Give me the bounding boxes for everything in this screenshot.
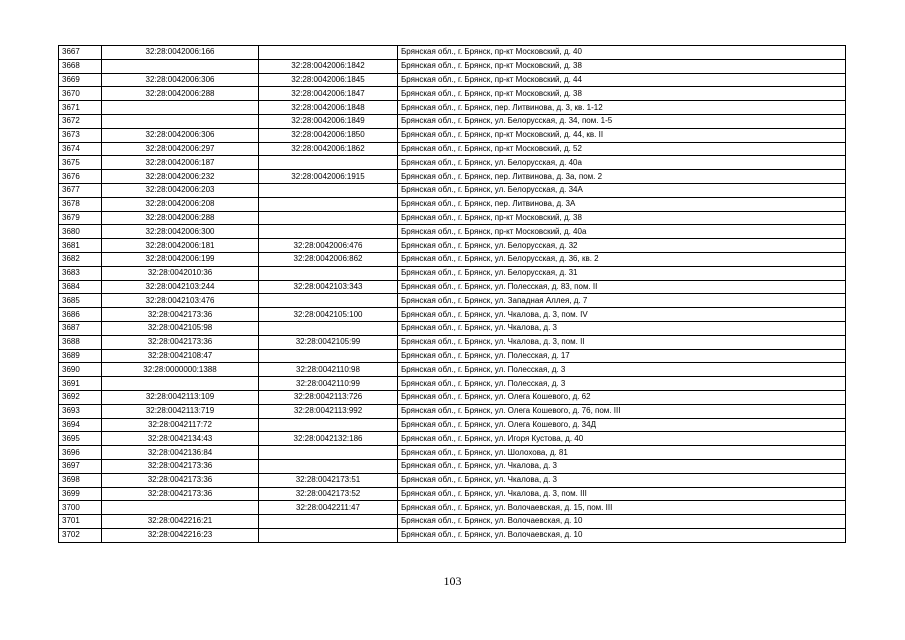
- table-row: [59, 432, 846, 446]
- cadastral-number-cell: 32:28:0042006:232: [102, 170, 259, 184]
- address-cell: Брянская обл., г. Брянск, пр-кт Московский, д. 40: [398, 46, 846, 60]
- object-cadastral-number-cell: 32:28:0042113:992: [259, 404, 398, 418]
- row-number-cell: 3690: [59, 363, 102, 377]
- table-row: [59, 390, 846, 404]
- address-cell: Брянская обл., г. Брянск, ул. Игоря Кустова, д. 40: [398, 432, 846, 446]
- cadastral-number-cell: 32:28:0042173:36: [102, 308, 259, 322]
- object-cadastral-number-cell: 32:28:0042132:186: [259, 432, 398, 446]
- address-cell: Брянская обл., г. Брянск, ул. Чкалова, д. 3, пом. II: [398, 335, 846, 349]
- row-number-cell: 3673: [59, 128, 102, 142]
- row-number-cell: 3681: [59, 239, 102, 253]
- object-cadastral-number-cell: 32:28:0042105:100: [259, 308, 398, 322]
- cadastral-number-cell: 32:28:0042006:300: [102, 225, 259, 239]
- row-number-cell: 3691: [59, 377, 102, 391]
- address-cell: Брянская обл., г. Брянск, ул. Белорусская, д. 31: [398, 266, 846, 280]
- row-number-cell: 3701: [59, 515, 102, 529]
- cadastral-number-cell: 32:28:0042216:23: [102, 528, 259, 542]
- cadastral-number-cell: 32:28:0042103:244: [102, 280, 259, 294]
- row-number-cell: 3670: [59, 87, 102, 101]
- object-cadastral-number-cell: 32:28:0042006:1849: [259, 114, 398, 128]
- object-cadastral-number-cell: [259, 515, 398, 529]
- object-cadastral-number-cell: 32:28:0042173:52: [259, 487, 398, 501]
- address-cell: Брянская обл., г. Брянск, ул. Чкалова, д. 3: [398, 473, 846, 487]
- address-cell: Брянская обл., г. Брянск, пр-кт Московский, д. 44: [398, 73, 846, 87]
- cadastral-number-cell: 32:28:0042006:297: [102, 142, 259, 156]
- table-row: [59, 101, 846, 115]
- address-cell: Брянская обл., г. Брянск, пер. Литвинова, д. 3а, пом. 2: [398, 170, 846, 184]
- table-row: [59, 473, 846, 487]
- address-cell: Брянская обл., г. Брянск, пр-кт Московский, д. 44, кв. II: [398, 128, 846, 142]
- object-cadastral-number-cell: 32:28:0042113:726: [259, 390, 398, 404]
- cadastral-number-cell: [102, 501, 259, 515]
- cadastral-number-cell: 32:28:0042006:187: [102, 156, 259, 170]
- object-cadastral-number-cell: [259, 46, 398, 60]
- cadastral-number-cell: 32:28:0042173:36: [102, 487, 259, 501]
- cadastral-number-cell: 32:28:0042006:306: [102, 128, 259, 142]
- object-cadastral-number-cell: 32:28:0042006:862: [259, 252, 398, 266]
- table-row: [59, 239, 846, 253]
- table-row: [59, 225, 846, 239]
- row-number-cell: 3680: [59, 225, 102, 239]
- table-row: [59, 404, 846, 418]
- property-registry-table: [58, 45, 846, 543]
- address-cell: Брянская обл., г. Брянск, ул. Шолохова, д. 81: [398, 446, 846, 460]
- table-row: [59, 59, 846, 73]
- row-number-cell: 3677: [59, 183, 102, 197]
- object-cadastral-number-cell: 32:28:0042006:476: [259, 239, 398, 253]
- table-row: [59, 46, 846, 60]
- address-cell: Брянская обл., г. Брянск, ул. Олега Кошевого, д. 62: [398, 390, 846, 404]
- address-cell: Брянская обл., г. Брянск, пр-кт Московский, д. 40а: [398, 225, 846, 239]
- table-row: [59, 128, 846, 142]
- cadastral-number-cell: 32:28:0042006:203: [102, 183, 259, 197]
- cadastral-number-cell: 32:28:0042113:719: [102, 404, 259, 418]
- row-number-cell: 3669: [59, 73, 102, 87]
- object-cadastral-number-cell: 32:28:0042006:1842: [259, 59, 398, 73]
- address-cell: Брянская обл., г. Брянск, ул. Белорусская, д. 32: [398, 239, 846, 253]
- row-number-cell: 3694: [59, 418, 102, 432]
- cadastral-number-cell: 32:28:0042117:72: [102, 418, 259, 432]
- address-cell: Брянская обл., г. Брянск, пр-кт Московский, д. 38: [398, 59, 846, 73]
- table-row: [59, 142, 846, 156]
- address-cell: Брянская обл., г. Брянск, ул. Чкалова, д. 3: [398, 321, 846, 335]
- address-cell: Брянская обл., г. Брянск, ул. Волочаевская, д. 10: [398, 515, 846, 529]
- row-number-cell: 3668: [59, 59, 102, 73]
- row-number-cell: 3692: [59, 390, 102, 404]
- cadastral-number-cell: 32:28:0042216:21: [102, 515, 259, 529]
- table-row: [59, 183, 846, 197]
- row-number-cell: 3667: [59, 46, 102, 60]
- row-number-cell: 3683: [59, 266, 102, 280]
- cadastral-number-cell: 32:28:0042006:208: [102, 197, 259, 211]
- object-cadastral-number-cell: 32:28:0042103:343: [259, 280, 398, 294]
- table-row: [59, 487, 846, 501]
- row-number-cell: 3695: [59, 432, 102, 446]
- object-cadastral-number-cell: 32:28:0042006:1915: [259, 170, 398, 184]
- cadastral-number-cell: 32:28:0042173:36: [102, 473, 259, 487]
- object-cadastral-number-cell: [259, 321, 398, 335]
- address-cell: Брянская обл., г. Брянск, пр-кт Московский, д. 52: [398, 142, 846, 156]
- cadastral-number-cell: [102, 101, 259, 115]
- object-cadastral-number-cell: [259, 156, 398, 170]
- object-cadastral-number-cell: [259, 294, 398, 308]
- address-cell: Брянская обл., г. Брянск, пер. Литвинова, д. 3, кв. 1-12: [398, 101, 846, 115]
- row-number-cell: 3689: [59, 349, 102, 363]
- table-row: [59, 280, 846, 294]
- address-cell: Брянская обл., г. Брянск, ул. Полесская, д. 17: [398, 349, 846, 363]
- object-cadastral-number-cell: [259, 183, 398, 197]
- table-row: [59, 266, 846, 280]
- object-cadastral-number-cell: 32:28:0042006:1845: [259, 73, 398, 87]
- object-cadastral-number-cell: [259, 349, 398, 363]
- table-row: [59, 114, 846, 128]
- table-row: [59, 515, 846, 529]
- address-cell: Брянская обл., г. Брянск, ул. Чкалова, д. 3, пом. III: [398, 487, 846, 501]
- address-cell: Брянская обл., г. Брянск, пр-кт Московский, д. 38: [398, 87, 846, 101]
- row-number-cell: 3697: [59, 459, 102, 473]
- object-cadastral-number-cell: [259, 266, 398, 280]
- object-cadastral-number-cell: [259, 418, 398, 432]
- address-cell: Брянская обл., г. Брянск, ул. Чкалова, д. 3, пом. IV: [398, 308, 846, 322]
- row-number-cell: 3693: [59, 404, 102, 418]
- address-cell: Брянская обл., г. Брянск, пер. Литвинова, д. 3А: [398, 197, 846, 211]
- row-number-cell: 3699: [59, 487, 102, 501]
- table-row: [59, 377, 846, 391]
- row-number-cell: 3678: [59, 197, 102, 211]
- address-cell: Брянская обл., г. Брянск, ул. Олега Кошевого, д. 76, пом. III: [398, 404, 846, 418]
- object-cadastral-number-cell: 32:28:0042006:1850: [259, 128, 398, 142]
- table-row: [59, 252, 846, 266]
- cadastral-number-cell: 32:28:0042006:199: [102, 252, 259, 266]
- address-cell: Брянская обл., г. Брянск, ул. Олега Кошевого, д. 34Д: [398, 418, 846, 432]
- object-cadastral-number-cell: [259, 459, 398, 473]
- page-number: 103: [443, 574, 462, 588]
- object-cadastral-number-cell: [259, 225, 398, 239]
- table-row: [59, 87, 846, 101]
- cadastral-number-cell: 32:28:0000000:1388: [102, 363, 259, 377]
- row-number-cell: 3687: [59, 321, 102, 335]
- row-number-cell: 3672: [59, 114, 102, 128]
- table-row: [59, 501, 846, 515]
- cadastral-number-cell: [102, 59, 259, 73]
- address-cell: Брянская обл., г. Брянск, ул. Полесская, д. 3: [398, 377, 846, 391]
- row-number-cell: 3702: [59, 528, 102, 542]
- object-cadastral-number-cell: 32:28:0042211:47: [259, 501, 398, 515]
- cadastral-number-cell: 32:28:0042173:36: [102, 335, 259, 349]
- address-cell: Брянская обл., г. Брянск, ул. Полесская, д. 3: [398, 363, 846, 377]
- address-cell: Брянская обл., г. Брянск, ул. Белорусская, д. 36, кв. 2: [398, 252, 846, 266]
- table-row: [59, 170, 846, 184]
- row-number-cell: 3700: [59, 501, 102, 515]
- row-number-cell: 3679: [59, 211, 102, 225]
- table-row: [59, 321, 846, 335]
- address-cell: Брянская обл., г. Брянск, ул. Белорусская, д. 34А: [398, 183, 846, 197]
- cadastral-number-cell: 32:28:0042108:47: [102, 349, 259, 363]
- cadastral-number-cell: 32:28:0042006:288: [102, 211, 259, 225]
- table-row: [59, 363, 846, 377]
- row-number-cell: 3676: [59, 170, 102, 184]
- table-row: [59, 156, 846, 170]
- object-cadastral-number-cell: 32:28:0042006:1847: [259, 87, 398, 101]
- table-row: [59, 294, 846, 308]
- row-number-cell: 3675: [59, 156, 102, 170]
- cadastral-number-cell: [102, 377, 259, 391]
- object-cadastral-number-cell: [259, 211, 398, 225]
- address-cell: Брянская обл., г. Брянск, ул. Полесская, д. 83, пом. II: [398, 280, 846, 294]
- table-row: [59, 211, 846, 225]
- object-cadastral-number-cell: [259, 446, 398, 460]
- address-cell: Брянская обл., г. Брянск, ул. Западная Аллея, д. 7: [398, 294, 846, 308]
- table-row: [59, 349, 846, 363]
- object-cadastral-number-cell: [259, 197, 398, 211]
- table-row: [59, 446, 846, 460]
- registry-table-body: [59, 46, 846, 543]
- address-cell: Брянская обл., г. Брянск, ул. Белорусская, д. 40а: [398, 156, 846, 170]
- row-number-cell: 3674: [59, 142, 102, 156]
- row-number-cell: 3698: [59, 473, 102, 487]
- object-cadastral-number-cell: 32:28:0042006:1862: [259, 142, 398, 156]
- object-cadastral-number-cell: 32:28:0042110:98: [259, 363, 398, 377]
- table-row: [59, 335, 846, 349]
- cadastral-number-cell: 32:28:0042136:84: [102, 446, 259, 460]
- cadastral-number-cell: 32:28:0042105:98: [102, 321, 259, 335]
- table-row: [59, 73, 846, 87]
- row-number-cell: 3684: [59, 280, 102, 294]
- table-row: [59, 459, 846, 473]
- cadastral-number-cell: 32:28:0042006:181: [102, 239, 259, 253]
- object-cadastral-number-cell: 32:28:0042110:99: [259, 377, 398, 391]
- row-number-cell: 3682: [59, 252, 102, 266]
- cadastral-number-cell: 32:28:0042010:36: [102, 266, 259, 280]
- object-cadastral-number-cell: 32:28:0042006:1848: [259, 101, 398, 115]
- table-row: [59, 528, 846, 542]
- address-cell: Брянская обл., г. Брянск, ул. Волочаевская, д. 10: [398, 528, 846, 542]
- row-number-cell: 3671: [59, 101, 102, 115]
- row-number-cell: 3696: [59, 446, 102, 460]
- address-cell: Брянская обл., г. Брянск, ул. Белорусская, д. 34, пом. 1-5: [398, 114, 846, 128]
- cadastral-number-cell: 32:28:0042006:306: [102, 73, 259, 87]
- row-number-cell: 3686: [59, 308, 102, 322]
- cadastral-number-cell: 32:28:0042006:288: [102, 87, 259, 101]
- table-row: [59, 197, 846, 211]
- address-cell: Брянская обл., г. Брянск, пр-кт Московский, д. 38: [398, 211, 846, 225]
- row-number-cell: 3688: [59, 335, 102, 349]
- cadastral-number-cell: 32:28:0042173:36: [102, 459, 259, 473]
- row-number-cell: 3685: [59, 294, 102, 308]
- table-row: [59, 308, 846, 322]
- cadastral-number-cell: 32:28:0042113:109: [102, 390, 259, 404]
- table-row: [59, 418, 846, 432]
- cadastral-number-cell: [102, 114, 259, 128]
- cadastral-number-cell: 32:28:0042006:166: [102, 46, 259, 60]
- cadastral-number-cell: 32:28:0042134:43: [102, 432, 259, 446]
- object-cadastral-number-cell: 32:28:0042105:99: [259, 335, 398, 349]
- object-cadastral-number-cell: 32:28:0042173:51: [259, 473, 398, 487]
- object-cadastral-number-cell: [259, 528, 398, 542]
- address-cell: Брянская обл., г. Брянск, ул. Чкалова, д. 3: [398, 459, 846, 473]
- cadastral-number-cell: 32:28:0042103:476: [102, 294, 259, 308]
- address-cell: Брянская обл., г. Брянск, ул. Волочаевская, д. 15, пом. III: [398, 501, 846, 515]
